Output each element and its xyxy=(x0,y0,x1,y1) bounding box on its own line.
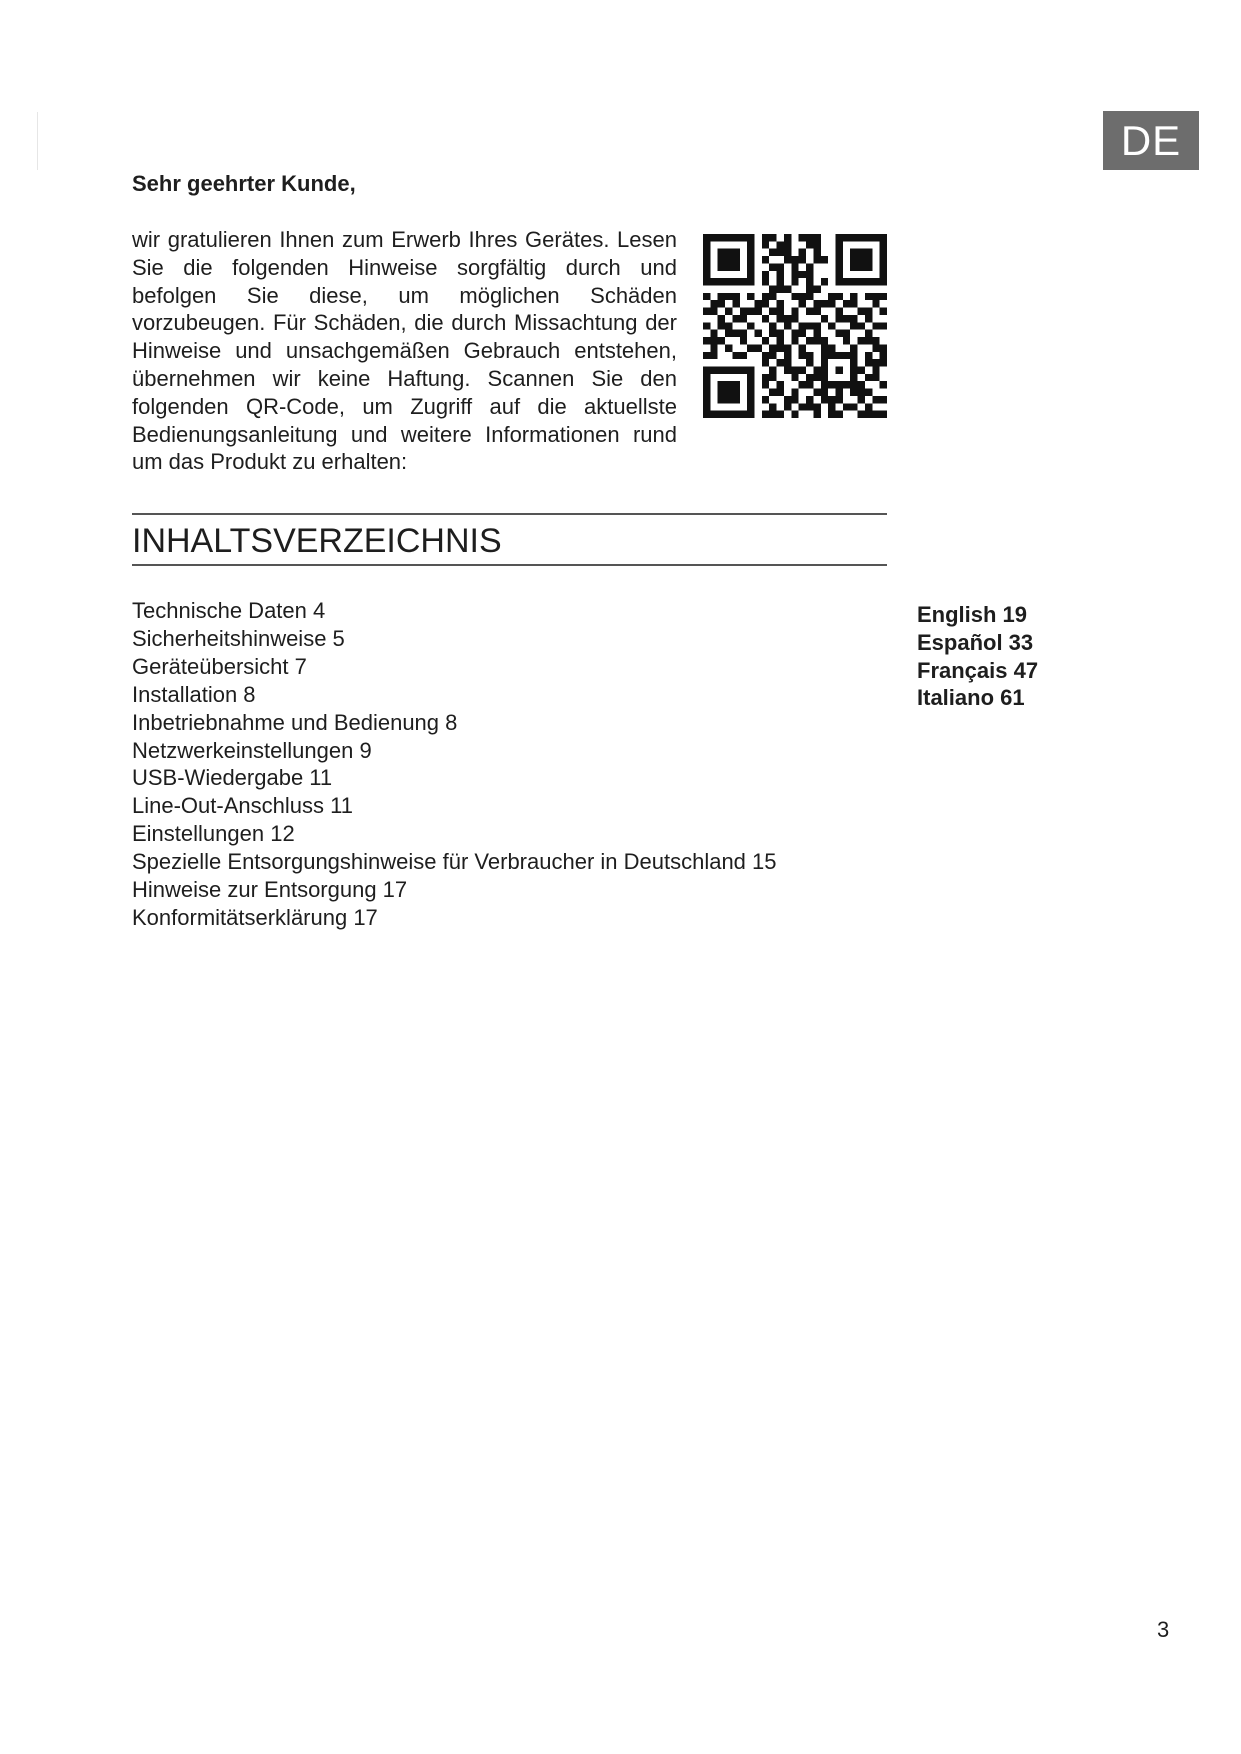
greeting: Sehr geehrter Kunde, xyxy=(132,171,356,196)
toc-item[interactable]: Spezielle Entsorgungshinweise für Verbraucher in Deutschland 15 xyxy=(132,849,777,875)
toc-rule-bottom xyxy=(132,564,887,566)
toc-item[interactable]: Konformitätserklärung 17 xyxy=(132,904,378,930)
intro-paragraph: wir gratulieren Ihnen zum Erwerb Ihres Gerätes. Lesen Sie die folgenden Hinweise sorgfältig durch und befolgen Sie diese, um möglichen Schäden vorzubeugen. Für Schäden, die durch Missachtung der Hinweise und unsachgemäßen Gebrauch entstehen, übernehmen wir keine Haftung. Scannen Sie den folgenden QR-Code, um Zugriff auf die aktuellste Bedienungsanleitung und weitere Informationen rund um das Produkt zu erhalten: xyxy=(132,227,677,475)
language-item-english[interactable]: English 19 xyxy=(917,602,1028,627)
toc-item[interactable]: Hinweise zur Entsorgung 17 xyxy=(132,877,408,903)
toc-item[interactable]: Sicherheitshinweise 5 xyxy=(132,625,345,651)
qr-code-icon[interactable] xyxy=(703,234,887,418)
language-item-espanol[interactable]: Español 33 xyxy=(917,629,1034,655)
toc-item[interactable]: Geräteübersicht 7 xyxy=(132,653,307,679)
toc-item[interactable]: Einstellungen 12 xyxy=(132,821,295,847)
page-edge-mark xyxy=(37,112,38,170)
toc-item[interactable]: Installation 8 xyxy=(132,681,256,707)
toc-item[interactable]: Line-Out-Anschluss 11 xyxy=(132,793,353,819)
toc-list xyxy=(132,597,777,932)
toc-item[interactable]: Netzwerkeinstellungen 9 xyxy=(132,737,372,763)
toc-item[interactable]: USB-Wiedergabe 11 xyxy=(132,765,333,791)
language-item-francais[interactable]: Français 47 xyxy=(917,657,1039,683)
toc-item[interactable]: Technische Daten 4 xyxy=(132,598,326,623)
toc-item[interactable]: Inbetriebnahme und Bedienung 8 xyxy=(132,709,458,735)
language-tab: DE xyxy=(1103,111,1199,170)
language-list xyxy=(917,601,1038,712)
toc-heading: INHALTSVERZEICHNIS xyxy=(132,522,502,560)
language-item-italiano[interactable]: Italiano 61 xyxy=(917,685,1025,711)
toc-rule-top xyxy=(132,513,887,515)
page-number: 3 xyxy=(1157,1617,1170,1642)
